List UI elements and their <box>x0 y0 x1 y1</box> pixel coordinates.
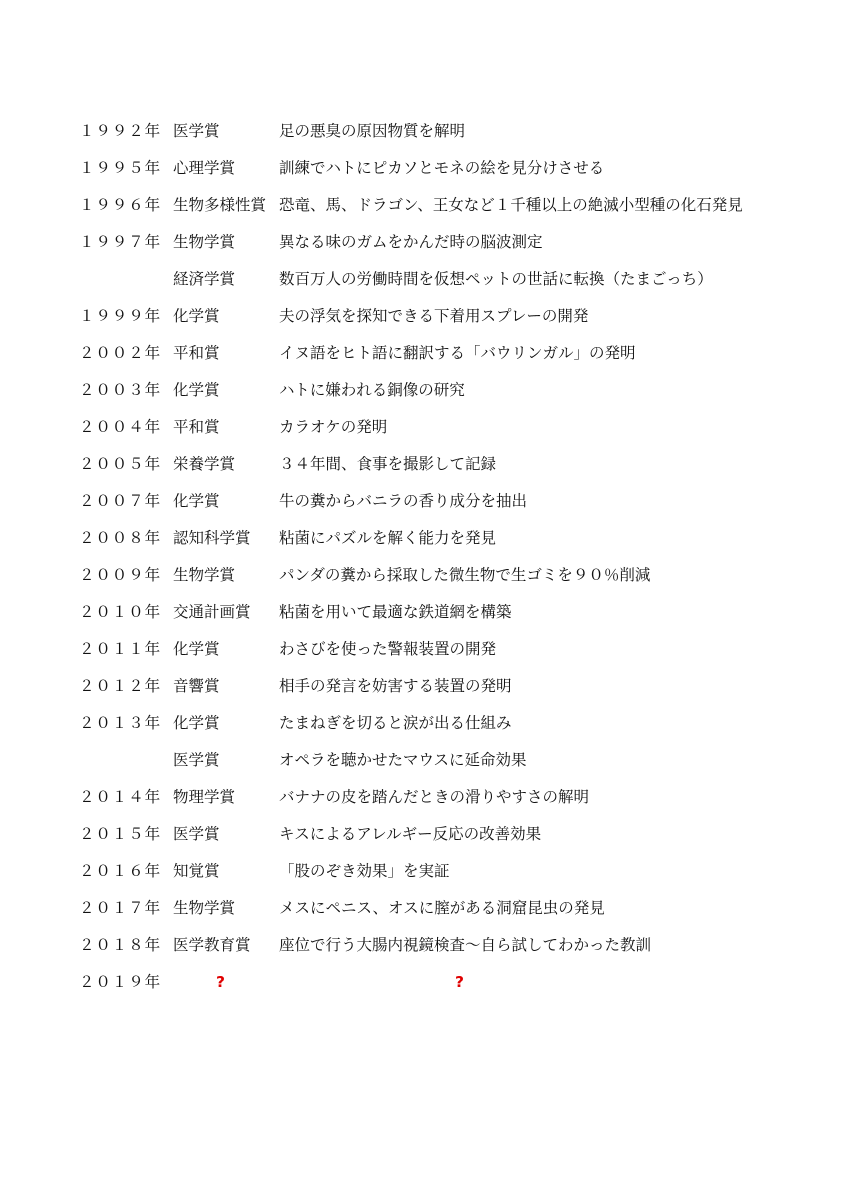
list-item <box>79 673 819 710</box>
entry-description: わさびを使った警報装置の開発 <box>279 640 497 658</box>
entry-prize: 化学賞 <box>173 640 220 658</box>
list-item <box>79 377 819 414</box>
entry-prize: 生物学賞 <box>173 233 236 251</box>
entry-description: メスにペニス、オスに膣がある洞窟昆虫の発見 <box>279 899 605 917</box>
entry-year: ２０１１年 <box>79 640 162 658</box>
entry-description: 牛の糞からバニラの香り成分を抽出 <box>279 492 528 510</box>
entry-prize: 平和賞 <box>173 344 220 362</box>
entry-prize: 物理学賞 <box>173 788 236 806</box>
entry-prize: 平和賞 <box>173 418 220 436</box>
entry-year: ２００５年 <box>79 455 162 473</box>
entry-year: ２０１３年 <box>79 714 162 732</box>
list-item <box>79 932 819 969</box>
entry-description: ３４年間、食事を撮影して記録 <box>279 455 497 473</box>
entry-year: １９９５年 <box>79 159 162 177</box>
entry-description: カラオケの発明 <box>279 418 388 436</box>
entry-year: ２００７年 <box>79 492 162 510</box>
list-item <box>79 118 819 155</box>
list-item <box>79 525 819 562</box>
unknown-prize-mark: ? <box>216 973 225 991</box>
list-item <box>79 340 819 377</box>
entry-prize: 生物学賞 <box>173 899 236 917</box>
list-item-2019 <box>79 969 819 1006</box>
entry-description: 足の悪臭の原因物質を解明 <box>279 122 466 140</box>
list-item <box>79 451 819 488</box>
entry-year: ２００３年 <box>79 381 162 399</box>
entry-prize: 生物多様性賞 <box>173 196 267 214</box>
list-item <box>79 192 819 229</box>
entry-prize: 心理学賞 <box>173 159 236 177</box>
list-item <box>79 303 819 340</box>
list-item <box>79 155 819 192</box>
list-item <box>79 895 819 932</box>
list-item <box>79 414 819 451</box>
entry-description: 異なる味のガムをかんだ時の脳波測定 <box>279 233 543 251</box>
entry-prize: 交通計画賞 <box>173 603 251 621</box>
entry-description: 数百万人の労働時間を仮想ペットの世話に転換（たまごっち） <box>279 270 713 288</box>
entry-description: 相手の発言を妨害する装置の発明 <box>279 677 512 695</box>
entry-description: 粘菌にパズルを解く能力を発見 <box>279 529 497 547</box>
list-item <box>79 710 819 747</box>
entry-prize: 音響賞 <box>173 677 220 695</box>
entry-year: ２０１４年 <box>79 788 162 806</box>
entry-description: キスによるアレルギー反応の改善効果 <box>279 825 542 843</box>
list-item <box>79 488 819 525</box>
entry-description: 粘菌を用いて最適な鉄道網を構築 <box>279 603 512 621</box>
entry-year: ２０１６年 <box>79 862 162 880</box>
list-item <box>79 858 819 895</box>
entry-description: オペラを聴かせたマウスに延命効果 <box>279 751 527 769</box>
entry-year: １９９６年 <box>79 196 162 214</box>
ig-nobel-list <box>79 118 819 1006</box>
entry-prize: 医学賞 <box>173 122 220 140</box>
entry-description: 座位で行う大腸内視鏡検査～自ら試してわかった教訓 <box>279 936 652 954</box>
entry-year: ２０１９年 <box>79 973 162 991</box>
entry-year: １９９７年 <box>79 233 162 251</box>
entry-prize: 医学賞 <box>173 751 220 769</box>
entry-year: ２００９年 <box>79 566 162 584</box>
entry-year: ２０１７年 <box>79 899 162 917</box>
entry-description: パンダの糞から採取した微生物で生ゴミを９０％削減 <box>279 566 651 584</box>
list-item <box>79 562 819 599</box>
list-item <box>79 599 819 636</box>
entry-prize: 医学教育賞 <box>173 936 251 954</box>
entry-prize: 医学賞 <box>173 825 220 843</box>
entry-year: ２００８年 <box>79 529 162 547</box>
entry-description: ハトに嫌われる銅像の研究 <box>279 381 465 399</box>
entry-year: １９９２年 <box>79 122 162 140</box>
list-item <box>79 821 819 858</box>
entry-description: 夫の浮気を探知できる下着用スプレーの開発 <box>279 307 589 325</box>
entry-year: ２００２年 <box>79 344 162 362</box>
entry-prize: 化学賞 <box>173 714 220 732</box>
entry-description: イヌ語をヒト語に翻訳する「バウリンガル」の発明 <box>279 344 636 362</box>
entry-description: バナナの皮を踏んだときの滑りやすさの解明 <box>279 788 590 806</box>
entry-year: ２０１５年 <box>79 825 162 843</box>
entry-description: 訓練でハトにピカソとモネの絵を見分けさせる <box>279 159 605 177</box>
entry-prize: 知覚賞 <box>173 862 220 880</box>
unknown-description-mark: ? <box>455 973 464 991</box>
entry-description: たまねぎを切ると涙が出る仕組み <box>279 714 512 732</box>
entry-year: １９９９年 <box>79 307 162 325</box>
entry-prize: 化学賞 <box>173 492 220 510</box>
entry-prize: 化学賞 <box>173 381 220 399</box>
entry-year: ２００４年 <box>79 418 162 436</box>
entry-prize: 栄養学賞 <box>173 455 236 473</box>
entry-year: ２０１８年 <box>79 936 162 954</box>
entry-description: 恐竜、馬、ドラゴン、王女など１千種以上の絶滅小型種の化石発見 <box>279 196 743 214</box>
list-item <box>79 229 819 266</box>
entry-prize: 認知科学賞 <box>173 529 251 547</box>
list-item <box>79 266 819 303</box>
entry-year: ２０１２年 <box>79 677 162 695</box>
entry-prize: 経済学賞 <box>173 270 236 288</box>
entry-year: ２０１０年 <box>79 603 162 621</box>
entry-prize: 生物学賞 <box>173 566 236 584</box>
entry-prize: 化学賞 <box>173 307 220 325</box>
list-item <box>79 784 819 821</box>
list-item <box>79 636 819 673</box>
entry-description: 「股のぞき効果」を実証 <box>279 862 450 880</box>
list-item <box>79 747 819 784</box>
